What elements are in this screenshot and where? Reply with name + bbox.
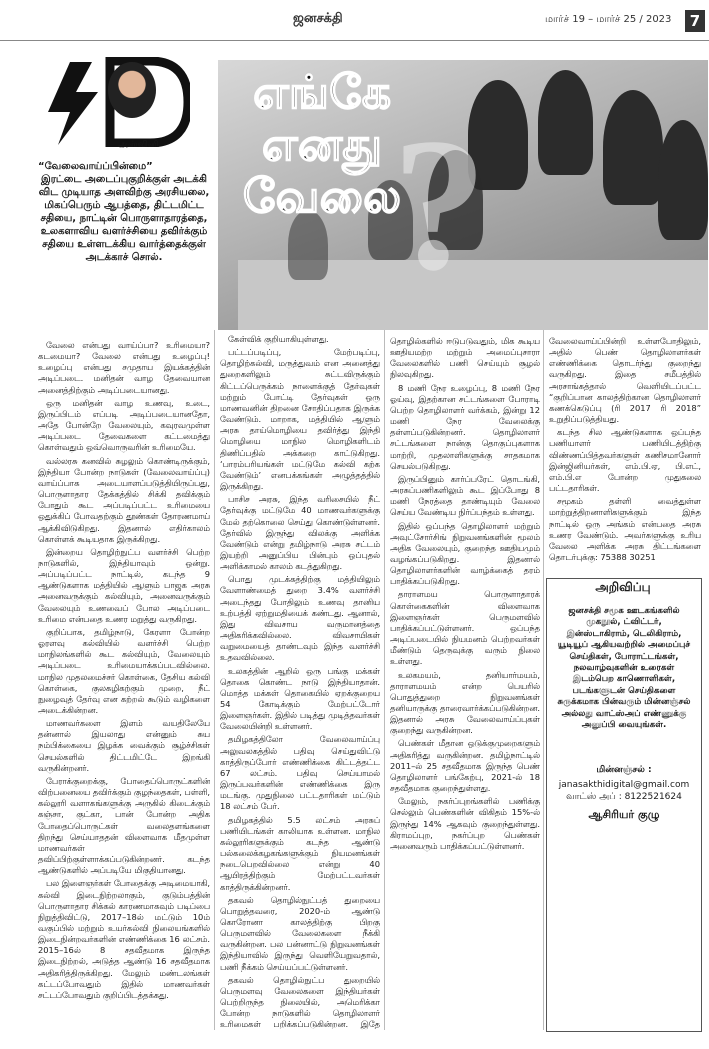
headline-line-1: எங்கே [252,65,392,119]
paragraph: உலகமயம், தனியார்மயம், தாராளமயம் என்ற பெயரில் பொதுத்துறை நிறுவனங்கள் தனியாருக்கு தாரைவார்க்கப்படுகின்றன. இதனால் அரசு வேலைவாய்ப்புகள் குறைந்து வருகின்றன. [390,669,540,736]
paragraph: இதில் ஒப்பந்த தொழிலாளர் மற்றும் அவுட்சோர்சிங் நிறுவனங்களின் மூலம் அதிக வேலையும், குறைந்த ஊதியமும் வழங்கப்படுகிறது. இதனால் தொழிலாளர்களின் வாழ்க்கைத் தரம் பாதிக்கப்படுகிறது. [390,520,540,587]
whatsapp-number: வாட்ஸ் அப் : 8122521624 [566,792,682,802]
paragraph: பெண்கள் மீதான ஒடுக்குமுறைகளும் அதிகரித்து வருகின்றன. தமிழ்நாட்டில் 2011–ல் 25 சதவீதமாக இருந்த பெண் தொழிலாளர் பங்கேற்பு, 2021-ல் 18 சதவீதமாக குறைந்துள்ளது. [390,738,540,794]
headline-line-2: எனது [261,117,383,171]
page-number: 7 [685,10,705,32]
paragraph: கடந்த சில ஆண்டுகளாக ஒப்பந்த பணியாளர் பணியிடத்திற்கு விண்ணப்பித்தவர்களுள் கணிசமானோர் இன்ஜினியர்கள், எம்.பி.ஏ, பி.எட், எம்.பி.எ போன்ற முதுகலை பட்டதாரிகள். [549,427,701,494]
masthead [0,0,709,41]
article-column-1 [38,340,210,1030]
article-column-4 [549,336,701,550]
column-divider [543,330,544,1030]
paragraph: குறிப்பாக, தமிழ்நாடு, கேரளா போன்ற ஓரளவு கல்வியில் வளர்ச்சி பெற்ற மாநிலங்களில் கூட கல்வியும், வேலையும் அடிப்படை உரிமையாக்கப்படவில்லை. மாநில முதலமைச்சர் கொள்கை, தேசிய கல்வி கொள்கை, குலகழிகற்கும் முறை, நீட் நுழைவுத் தேர்வு என கற்றல் கூடும் வழிகளை அடைக்கின்றன. [38,626,210,715]
paragraph: உலகத்தின் ஆறில் ஒரு பங்கு மக்கள் தொகை கொண்ட நாடு இந்தியாதான். மொத்த மக்கள் தொகையில் ஏறக்குறைய 54 கோடிக்கும் மேற்பட்டோர் இளைஞர்கள். இதில் படித்து முடித்தவர்கள் வேலையின்றி உள்ளனர். [220,665,380,732]
author-avatar [108,62,156,118]
paragraph: பேராக்குறைக்கு, போதைப்பொருட்களின் விற்பனையை தவிர்க்கும் குழந்தைகள், பள்ளி, கல்லூரி வளாகங்களுக்கு அருகில் கிடைக்கும் கஞ்சா, குட்கா, பான் போன்ற அதிக போதைப்பொருட்கள் வலைதளங்களை திறந்து செய்யாததன் விளைவாக மீதமுள்ள மாணவர்கள் தவிப்பிற்குள்ளாக்கப்படுகின்றனர். கடந்த ஆண்டுகளில் அப்படியே மிகுதியானது. [38,775,210,876]
paragraph: தாராளமய பொருளாதாரக் கொள்கைகளின் விளைவாக இளைஞர்கள் பெருமளவில் பாதிக்கப்பட்டுள்ளனர். ஒப்பந்த அடிப்படையில் நியமனம் பெற்றவர்கள் மீண்டும் தெருவுக்கு வரும் நிலை உள்ளது. [390,589,540,667]
announcement-title: அறிவிப்பு [595,580,651,594]
paragraph: இருப்பினும் கார்ப்பரேட் தொடங்கி, அரசுப்பணிகளிலும் கூட இப்போது 8 மணி நேரத்தை தாண்டியும் வேலை செய்ய வேண்டிய நிர்ப்பந்தம் உள்ளது. [390,473,540,518]
paragraph: பட்டப்படிப்பு, மேற்படிப்பு, தொழிற்கல்வி, மருத்துவம் என அனைத்து துறைகளிலும் சுட்டவிருக்கும் கிட்டப்பெருக்கம் நாளைக்குத் தேர்வுகள் மற்றும் போட்டி தேர்வுகள் ஒரு மாணவனின் திறனை சோதிப்பதாக இருக்க வேண்டும். மாறாக, மத்தியில் ஆளும் அரசு தாய்மொழியை தவிர்த்து இந்தி மொழியை மாநில மொழிகளிடம் திணிப்பதில் அக்கறை காட்டுகிறது. ‘பாரம்பரியங்கள் மட்டுமே கல்வி கற்க வேண்டும்’ எனபக்கங்கள் அழுத்தத்தில் இருக்கிறது. [220,347,380,492]
paragraph: வேலை என்பது வாய்ப்பா? உரிமையா? கடமையா? வேலை என்பது உழைப்பு! உழைப்பு என்பது சமுதாய இயக்கத்தின் அடிப்படை. மனிதன் வாழ தேவையான அனைத்திற்கும் அடிப்படையானது. [38,340,210,395]
paragraph: மாணவர்களை இளம் வயதிலேயே தன்னால் இயலாது என்னும் சுய நம்பிக்கையை இழக்க வைக்கும் சூழ்ச்சிகள் செயல்களில் திட்டமிட்டே இறங்கி வருகின்றனர். [38,718,210,773]
paragraph: சமூகம் தள்ளி வைத்துள்ள மாற்றுத்திறனாளிகளுக்கும் இந்த நாட்டில் ஒரு அங்கம் என்பதை அரசு உணர வேண்டும். அவர்களுக்கு உரிய வேலை அளிக்க அரசு திட்டங்களை [549,496,701,550]
paragraph: ஒரு மனிதன் வாழ உணவு, உடை, இருப்பிடம் எப்படி அடிப்படையானதோ, அதே போன்றே வேலையும், கவுரவமுள்ள அடிப்படை தேவைகளை கட்டமைத்து கொள்வதும் ஒவ்வொருவரின் உரிமையே. [38,397,210,453]
contact-number: தொடர்புக்கு: 75388 30251 [549,552,656,562]
issue-dates: மார்ச் 19 – மார்ச் 25 / 2023 [545,14,672,25]
article-column-3 [390,336,540,1030]
paragraph: தொழில்களில் ஈடுபடுவதும், மிக கூடிய ஊதியமற்ற மற்றும் அமைப்புசாரா வேலைகளில் பணி செய்யும் சூழல் நிலவுகிறது. [390,336,540,380]
paragraph: வேலைவாய்ப்பின்றி உள்ளபோதிலும், அதில் பெண் தொழிலாளர்கள் எண்ணிக்கை தொடர்ந்து குறைந்து வருகிறது. இதை சமீபத்தில் அரசாங்கத்தால் வெளியிடப்பட்ட “குறிப்பான காலத்திற்கான தொழிலாளர் கணக்கெடுப்பு (ரி 2017 ரி 2018” உறுதிப்படுத்தியது. [549,336,701,425]
paragraph: பாசிச அரசு, இந்த வரிசையில் நீட் தேர்வுக்கு மட்டுமே 40 மாணவர்களுக்கு மேல் தற்கொலை செய்து கொண்டுள்ளனர். தேர்வில் இருந்து விலக்கு அளிக்க வேண்டும் என்று தமிழ்நாடு அரசு சட்டம் இயற்றி அனுப்பிய பின்பும் ஒப்புதல் அளிக்காமல் காலம் கடத்துகிறது. [220,494,380,572]
publication-name: ஜனசக்தி [293,11,343,26]
paragraph: வல்லரசு கனவில் சுழலும் கொண்டிருக்கும், இந்தியா போன்ற நாடுகள் (வேலைவாய்ப்பு) வாய்ப்பாக அடையாளப்படுத்தியிருப்பது, பொருளாதார தேக்கத்தில் சிக்கி தவிக்கும் போதும் கூட அப்படிப்பட்ட உரிமையை ஒதுக்கிப் போவதற்கும் தூண்கள் தோரணமாய் ஆக்கிவிடுகிறது. இதனால் எதிர்காலம் கொள்ளக் கூடியதாக இருக்கிறது. [38,455,210,544]
email-label: மின்னஞ்சல் : [596,765,652,775]
paragraph: தமிழகத்தில் 5.5 லட்சம் அரசுப் பணியிடங்கள் காலியாக உள்ளன. மாநில கல்லூரிகளுக்கும் கடந்த ஆண்டு பல்கலைக்கழகங்களுக்கும் நியமனங்கள் நடைபெறவில்லை என்று 40 ஆயிரத்திற்கும் மேற்பட்டவர்கள் காத்திருக்கின்றனர். [220,814,380,892]
lede-line-1: “வேலைவாய்ப்பின்மை” [38,161,153,172]
author-name: அஸ்வினி [118,140,159,150]
paragraph: பல இளைஞர்கள் போதைக்கு அடிமையாகி, கல்வி இடைநிற்றலாகும், குடும்பத்தின் பொருளாதார சிக்கல் காரணமாகவும் படிப்பை நிறுத்திவிட்டு, 2017–18ல் மட்டும் 10ம் வகுப்பில் மற்றும் உயர்கல்வி நிலையங்களில் இடைநின்றவர்களின் எண்ணிக்கை 16 லட்சம். 2015–16ல் 8 சதவீதமாக இருந்த இடைநிற்றல், அடுத்த ஆண்டு 16 சதவீதமாக அதிகரித்திருக்கிறது. மேலும் மண்டலங்கள் கட்டப்போவதும் இதில் மாணவர்கள் சட்டப்போவதும் குறிப்பிடத்தக்கது. [38,878,210,1000]
paragraph: 8 மணி நேர உழைப்பு, 8 மணி நேர ஓய்வு, இதற்கான சட்டங்களை போராடி பெற்ற தொழிலாளர் வர்க்கம், இன்று 12 மணி நேர வேலைக்கு தள்ளப்படுகின்றனர். தொழிலாளர் சட்டங்களை நான்கு தொகுப்புகளாக மாற்றி, முதலாளிகளுக்கு சாதகமாக செயல்படுகிறது. [390,382,540,471]
lede-quote [38,160,210,264]
paragraph: கேள்விக் குறியாகியுள்ளது. [228,334,329,344]
column-divider [384,330,385,1030]
lede-line-2: இரட்டை அடைப்புகுறிக்குள் அடக்கி விட முடியாத அளவிற்கு அரசியலை, மிகப்பெரும் ஆபத்தை, திட்டமிட்ட சதியை, நாட்டின் பொருளாதாரத்தை, உலகளாவிய வளர்ச்சியை தவிர்க்கும் சதியை உள்ளடக்கிய வார்த்தைக்குள் அடக்காச் சொல். [38,174,210,263]
paragraph: பொது முடக்கத்திற்கு மத்தியிலும் வேளாண்மைத் துறை 3.4% வளர்ச்சி அடைந்தது போதிலும் உணவு தானிய உற்பத்தி ஏற்றுமதியைக் கண்டது. ஆனால், இது விவசாய வருமானத்தை அதிகரிக்கவில்லை. விவசாயிகள் வறுமையைத் தாண்டவும் இந்த வளர்ச்சி உதவவில்லை. [220,574,380,663]
question-mark-graphic: ? [392,100,487,310]
headline-line-3: வேலை [242,169,402,223]
column-divider [214,330,215,1030]
article-column-2 [220,196,380,1030]
paragraph: இன்றைய தொழிற்நுட்ப வளர்ச்சி பெற்ற நாடுகளில், இந்தியாவும் ஒன்று. அப்படிப்பட்ட நாட்டில், கடந்த 9 ஆண்டுகளாக மத்தியில் ஆளும் பாஜக அரசு அனைவருக்கும் கல்வியும், அனைவருக்கும் வேலையும் உணவைப் போல அடிப்படை உரிமை என்பதை உணர மறுத்து வருகிறது. [38,546,210,624]
paragraph: தமிழகத்திலோ வேலைவாய்ப்பு அலுவலகத்தில் பதிவு செய்துவிட்டு காத்திருப்போர் எண்ணிக்கை கிட்டத்தட்ட 67 லட்சம். பதிவு செய்யாமல் இருப்பவர்களின் எண்ணிக்கை இரு மடங்கு. முதுநிலை பட்டதாரிகள் மட்டும் 18 லட்சம் பேர். [220,734,380,812]
announcement-body: ஜனசக்தி சமூக ஊடகங்களில் முகநூல், ட்விட்டர், இன்ஸ்டாகிராம், டெலிகிராம், யூடியூப் ஆகியவற்றில் அமைப்புச் செய்திகள், போராட்டங்கள், நலவாழ்வுகளின் உரைகள் இடம்பெற காணொளிகள், படங்களுடன் செய்திகளை சுருக்கமாக பின்வரும் மின்னஞ்சல் அல்லது வாட்ஸ்அப் எண்ணுக்கு அனுப்பி வையுங்கள். [557,606,691,731]
paragraph: தகவல் தொழில்நுட்ப துறையில் பெருமளவு வேலைகளை இந்தியர்கள் பெற்றிருந்த நிலையில், அமெரிக்கா போன்ற நாடுகளில் தொழிலாளர் உரிமைகள் பறிக்கப்படுகின்றன. இதே [220,974,380,1030]
paragraph: தகவல் தொழில்நுட்பத் துறையை பொறுத்தவரை, 2020-ம் ஆண்டு கொரோனா காலத்திற்கு பிறகு பெருமளவில் வேலைகளை நீக்கி வருகின்றன. பல பன்னாட்டு நிறுவனங்கள் இந்தியாவில் இருந்து வெளியேறுவதால், பணி நீக்கம் செய்யப்பட்டுள்ளனர். [220,894,380,972]
editorial-signature: ஆசிரியர் குழு [588,808,660,821]
email-address[interactable]: janasakthidigital@gmail.com [558,780,690,790]
paragraph: மேலும், நகர்ப்புறங்களில் பணிக்கு செல்லும் பெண்களின் விகிதம் 15%-ல் இருந்து 14% ஆகவும் குறைந்துள்ளது. கிராமப்புற, நகர்ப்புற பெண்கள் அனைவரும் பாதிக்கப்பட்டுள்ளனர். [390,796,540,851]
